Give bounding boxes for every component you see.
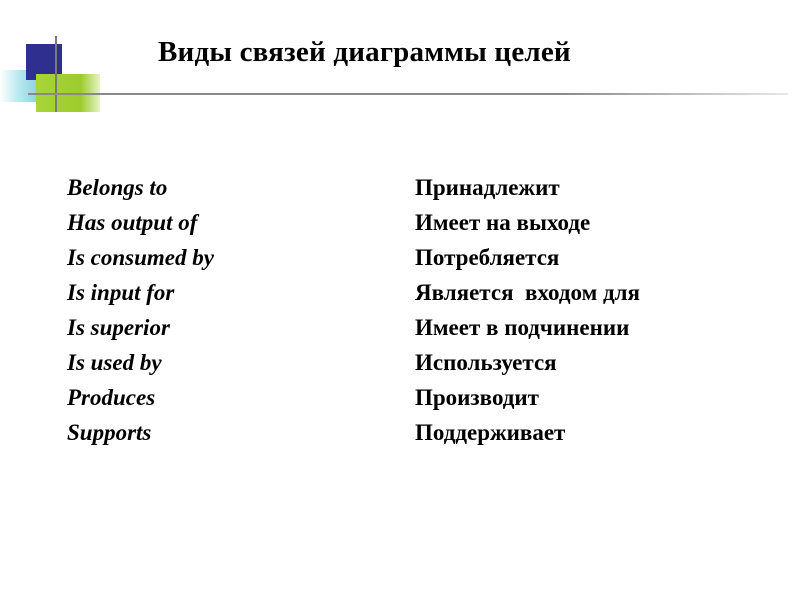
relation-ru-item: Используется [415, 350, 557, 375]
relation-en-item: Supports [67, 420, 152, 445]
relations-english-list [67, 173, 214, 453]
relation-ru-item: Имеет на выходе [415, 210, 591, 235]
relation-ru-item: Производит [415, 385, 539, 410]
relation-ru-item: Принадлежит [415, 175, 560, 200]
relation-ru-item: Поддерживает [415, 420, 566, 445]
relations-russian-list [415, 173, 640, 453]
relation-en-item: Has output of [67, 210, 198, 235]
relation-en-item: Is input for [67, 280, 175, 305]
title-underline [28, 93, 788, 95]
relation-ru-item: Потребляется [415, 245, 560, 270]
relation-en-item: Is consumed by [67, 245, 214, 270]
relation-en-item: Is used by [67, 350, 162, 375]
relation-en-item: Belongs to [67, 175, 168, 200]
decorative-vertical-line [55, 36, 57, 112]
relation-en-item: Produces [67, 385, 156, 410]
relation-ru-item: Имеет в подчинении [415, 315, 630, 340]
slide-title: Виды связей диаграммы целей [158, 36, 571, 68]
relation-en-item: Is superior [67, 315, 170, 340]
relation-ru-item: Является входом для [415, 280, 640, 305]
